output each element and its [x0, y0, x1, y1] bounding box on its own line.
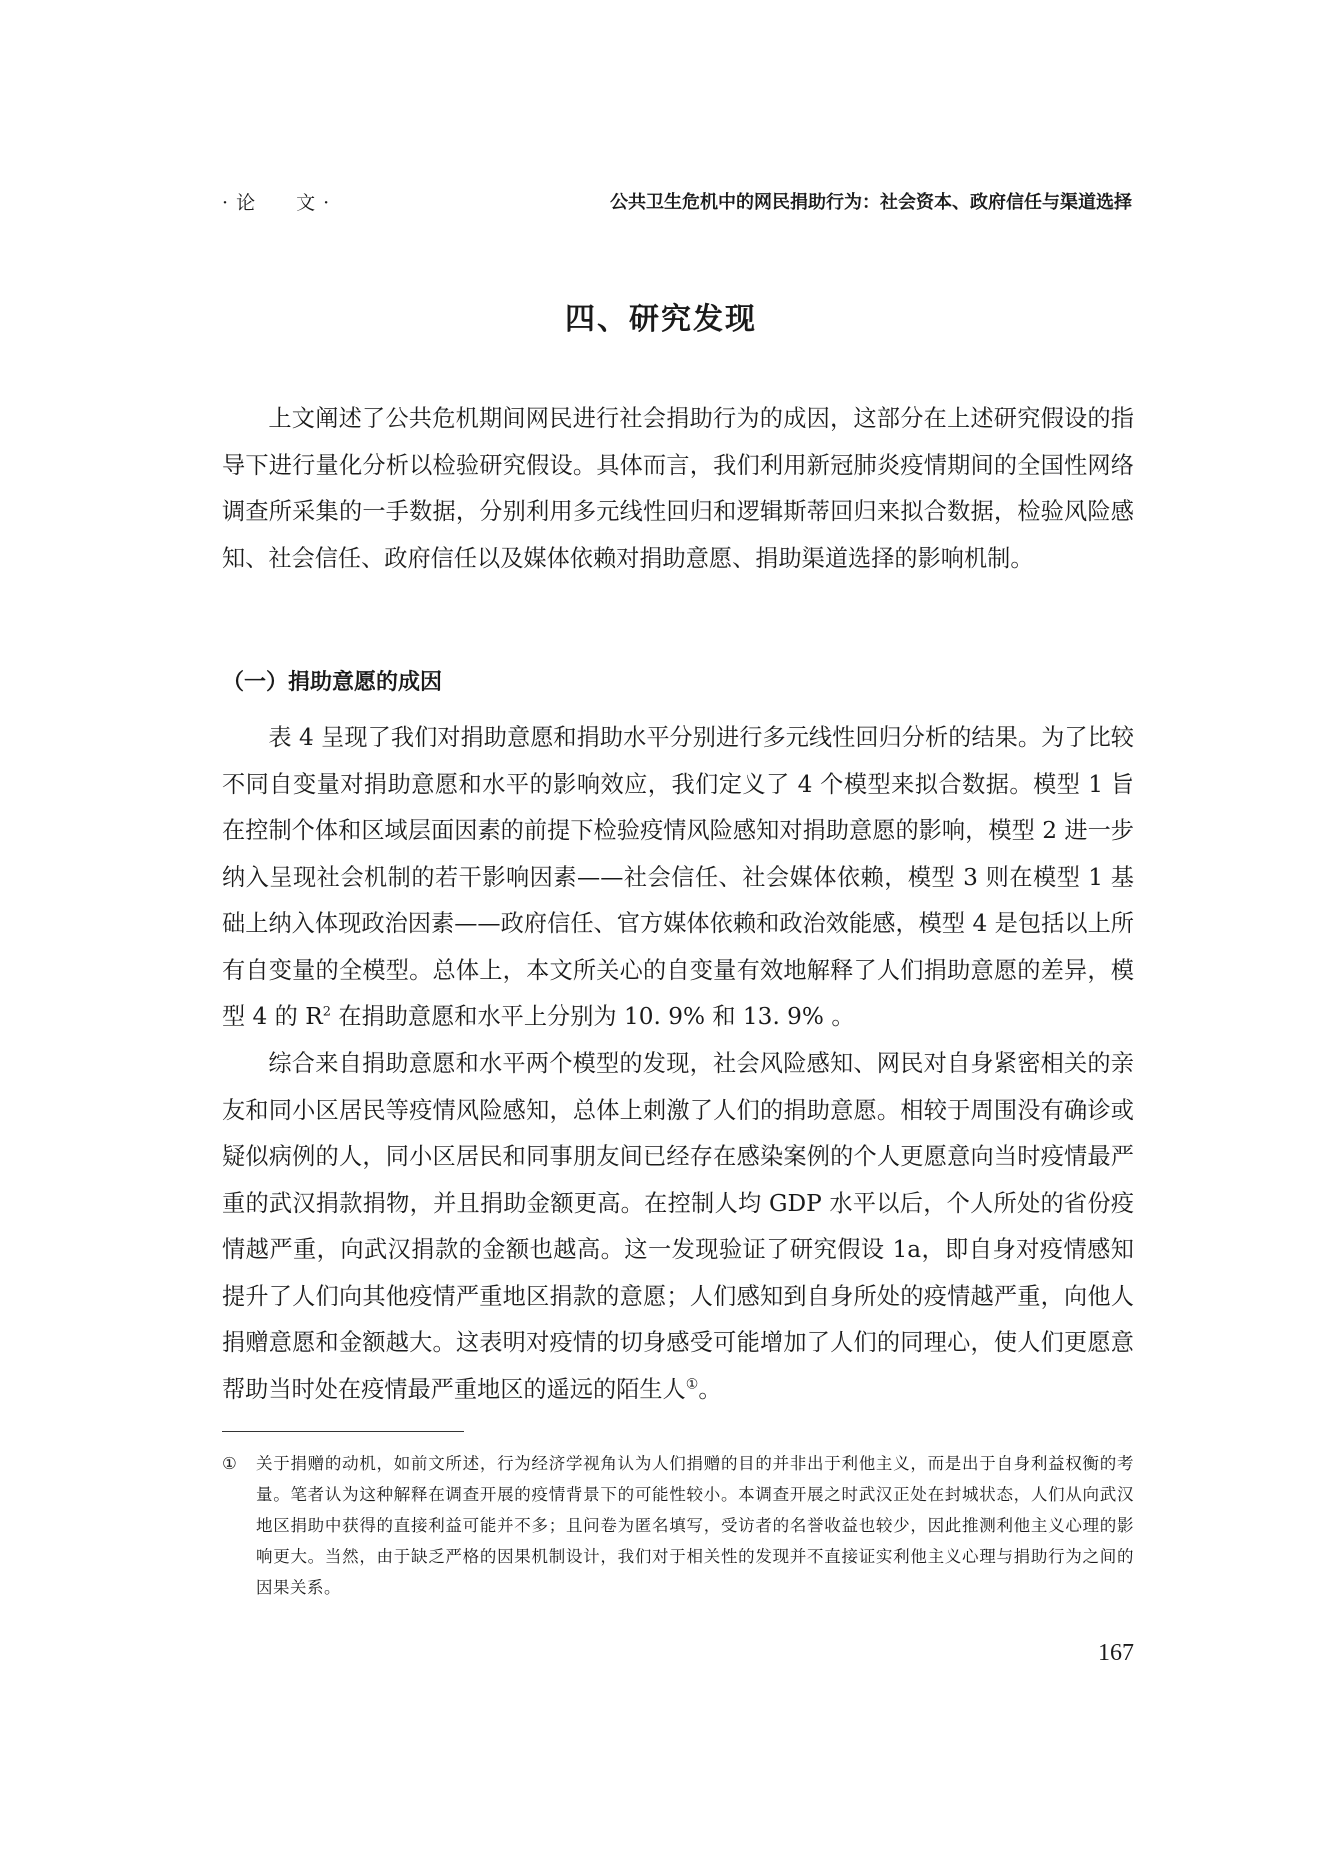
paragraph-text: 综合来自捐助意愿和水平两个模型的发现，社会风险感知、网民对自身紧密相关的亲友和同小区居民等疫情风险感知，总体上刺激了人们的捐助意愿。相较于周围没有确诊或疑似病例的人，同小区居民和同事朋友间已经存在感染案例的个人更愿意向当时疫情最严重的武汉捐款捐物，并且捐助金额更高。在控制人均 GDP 水平以后，个人所处的省份疫情越严重，向武汉捐款的金额也越高。这一发现验证了研究假设 1a，即自身对疫情感知提升了人们向其他疫情严重地区捐款的意愿；人们感知到自身所处的疫情越严重，向他人捐赠意愿和金额越大。这表明对疫情的切身感受可能增加了人们的同理心，使人们更愿意帮助当时处在疫情最严重地区的遥远的陌生人 [222, 1050, 1134, 1403]
footnote-text: 关于捐赠的动机，如前文所述，行为经济学视角认为人们捐赠的目的并非出于利他主义，而是出于自身利益权衡的考量。笔者认为这种解释在调查开展的疫情背景下的可能性较小。本调查开展之时武汉正处在封城状态，人们从向武汉地区捐助中获得的直接利益可能并不多；且问卷为匿名填写，受访者的名誉收益也较少，因此推测利他主义心理的影响更大。当然，由于缺乏严格的因果机制设计，我们对于相关性的发现并不直接证实利他主义心理与捐助行为之间的因果关系。 [256, 1454, 1134, 1597]
intro-paragraph: 上文阐述了公共危机期间网民进行社会捐助行为的成因，这部分在上述研究假设的指导下进行量化分析以检验研究假设。具体而言，我们利用新冠肺炎疫情期间的全国性网络调查所采集的一手数据，分别利用多元线性回归和逻辑斯蒂回归来拟合数据，检验风险感知、社会信任、政府信任以及媒体依赖对捐助意愿、捐助渠道选择的影响机制。 [222, 405, 1134, 572]
footnote-marker: ① [222, 1454, 237, 1473]
subsection-title: （一）捐助意愿的成因 [222, 670, 443, 695]
section-label: · 论 文 · [222, 192, 331, 214]
paragraph-text: 在捐助意愿和水平上分别为 10. 9% 和 13. 9% 。 [330, 1003, 855, 1030]
footnote-reference[interactable]: ① [685, 1375, 699, 1392]
footnote [222, 1448, 1134, 1603]
running-title: 公共卫生危机中的网民捐助行为：社会资本、政府信任与渠道选择 [610, 192, 1132, 213]
paragraph-text: 表 4 呈现了我们对捐助意愿和捐助水平分别进行多元线性回归分析的结果。为了比较不同自变量对捐助意愿和水平的影响效应，我们定义了 4 个模型来拟合数据。模型 1 旨在控制个体和区域层面因素的前提下检验疫情风险感知对捐助意愿的影响，模型 2 进一步纳入呈现社会机制的若干影响因素——社会信任、社会媒体依赖，模型 3 则在模型 1 基础上纳入体现政治因素——政府信任、官方媒体依赖和政治效能感，模型 4 是包括以上所有自变量的全模型。总体上，本文所关心的自变量有效地解释了人们捐助意愿的差异，模型 4 的 R [222, 724, 1134, 1030]
paragraph-donation-willingness [222, 715, 1134, 1041]
paragraph-risk-perception [222, 1041, 1134, 1413]
page-number: 167 [1098, 1640, 1134, 1666]
paragraph-tail: 。 [698, 1375, 722, 1403]
r-squared-superscript: 2 [322, 1004, 331, 1020]
section-title: 四、研究发现 [565, 302, 757, 337]
footnote-divider [222, 1431, 464, 1432]
